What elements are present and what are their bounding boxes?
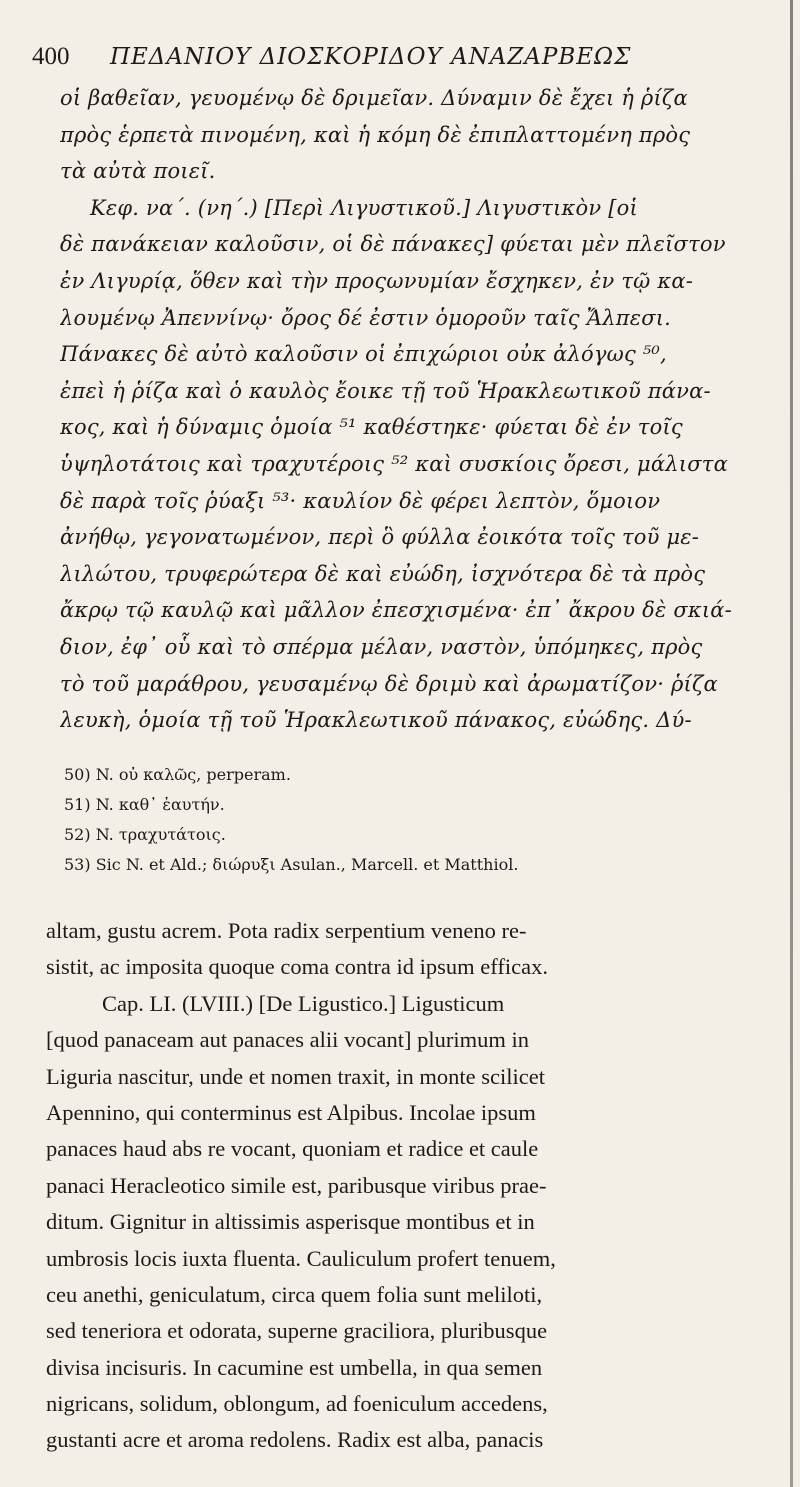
greek-line: λιλώτου, τρυφερώτερα δὲ καὶ εὐώδη, ἰσχνότερα δὲ τὰ πρὸς [60,561,706,586]
greek-line: ἐν Λιγυρίᾳ, ὅθεν καὶ τὴν προςωνυμίαν ἔσχηκεν, ἐν τῷ κα- [60,268,693,293]
latin-line: gustanti acre et aroma redolens. Radix est alba, panacis [46,1427,544,1453]
greek-line: κος, καὶ ἡ δύναμις ὁμοία ⁵¹ καθέστηκε· φύεται δὲ ἐν τοῖς [60,415,683,440]
running-head: ΠΕΔΑΝΙΟΥ ΔΙΟΣΚΟΡΙΔΟΥ ΑΝΑΖΑΡΒΕΩΣ [109,44,632,70]
greek-line: οἱ βαθεῖαν, γευομένῳ δὲ δριμεῖαν. Δύναμιν δὲ ἔχει ἡ ῥίζα [60,86,688,110]
latin-line: sistit, ac imposita quoque coma contra id ipsum efficax. [46,954,548,980]
greek-line: ὑψηλοτάτοις καὶ τραχυτέροις ⁵² καὶ συσκίοις ὄρεσι, μάλιστα [60,451,728,476]
latin-chapter-heading-line: Cap. LI. (LVIII.) [De Ligustico.] Ligusticum [102,990,505,1016]
footnote: 51) N. καθ᾽ ἑαυτήν. [64,795,225,814]
latin-line: sed teneriora et odorata, superne graciliora, pluribusque [46,1318,548,1344]
page-header [32,36,772,76]
footnote: 53) Sic N. et Ald.; διώρυξι Asulan., Marcell. et Matthiol. [64,855,519,874]
footnote: 50) N. οὐ καλῶς, perperam. [64,765,291,784]
latin-line: umbrosis locis iuxta fluenta. Cauliculum profert tenuem, [46,1245,556,1271]
greek-text-block [60,80,765,739]
latin-line: panaci Heracleotico simile est, paribusque viribus prae- [46,1172,547,1198]
latin-line: ditum. Gignitur in altissimis asperisque montibus et in [46,1209,535,1235]
greek-line: ἀνήθῳ, γεγονατωμένον, περὶ ὃ φύλλα ἐοικότα τοῖς τοῦ με- [60,525,700,550]
greek-line: τὸ τοῦ μαράθρου, γευσαμένῳ δὲ δριμὺ καὶ ἀρωματίζον· ῥίζα [60,671,718,696]
greek-chapter-heading-line: Κεφ. να΄. (νη΄.) [Περὶ Λιγυστικοῦ.] Λιγυστικὸν [οἱ [90,195,638,220]
latin-line: [quod panaceam aut panaces alii vocant] plurimum in [46,1027,529,1053]
latin-line: panaces haud abs re vocant, quoniam et radice et caule [46,1136,539,1162]
latin-line: divisa incisuris. In cacumine est umbella, in qua semen [46,1354,543,1380]
page-number: 400 [32,43,70,70]
footnote: 52) N. τραχυτάτοις. [64,825,226,844]
greek-line: πρὸς ἑρπετὰ πινομένη, καὶ ἡ κόμη δὲ ἐπιπλαττομένη πρὸς [60,122,691,147]
latin-line: Liguria nascitur, unde et nomen traxit, in monte scilicet [46,1063,545,1089]
greek-line: Πάνακες δὲ αὐτὸ καλοῦσιν οἱ ἐπιχώριοι οὐκ ἀλόγως ⁵⁰, [60,342,667,367]
latin-line: nigricans, solidum, oblongum, ad foeniculum accedens, [46,1391,548,1417]
greek-line: δὲ παρὰ τοῖς ῥύαξι ⁵³· καυλίον δὲ φέρει λεπτὸν, ὅμοιον [60,488,661,513]
latin-line: Apennino, qui conterminus est Alpibus. Incolae ipsum [46,1099,536,1125]
greek-line: δὲ πανάκειαν καλοῦσιν, οἱ δὲ πάνακες] φύεται μὲν πλεῖστον [60,232,726,257]
greek-line: ἄκρῳ τῷ καυλῷ καὶ μᾶλλον ἐπεσχισμένα· ἐπ᾽ ἄκρου δὲ σκιά- [60,598,732,623]
greek-line: τὰ αὐτὰ ποιεῖ. [60,159,216,184]
greek-line: διον, ἐφ᾽ οὗ καὶ τὸ σπέρμα μέλαν, ναστὸν, ὑπόμηκες, πρὸς [60,634,703,659]
latin-line: altam, gustu acrem. Pota radix serpentium veneno re- [46,918,527,943]
page-edge-shadow [790,0,793,1487]
latin-text-block [46,913,786,1459]
footnotes [64,760,764,880]
greek-line: λουμένῳ Ἀπεννίνῳ· ὄρος δέ ἐστιν ὁμοροῦν ταῖς Ἄλπεσι. [60,305,672,330]
greek-line: ἐπεὶ ἡ ῥίζα καὶ ὁ καυλὸς ἔοικε τῇ τοῦ Ἡρακλεωτικοῦ πάνα- [60,378,711,403]
latin-line: ceu anethi, geniculatum, circa quem folia sunt meliloti, [46,1281,543,1307]
greek-line: λευκὴ, ὁμοία τῇ τοῦ Ἡρακλεωτικοῦ πάνακος, εὐώδης. Δύ- [60,708,692,733]
